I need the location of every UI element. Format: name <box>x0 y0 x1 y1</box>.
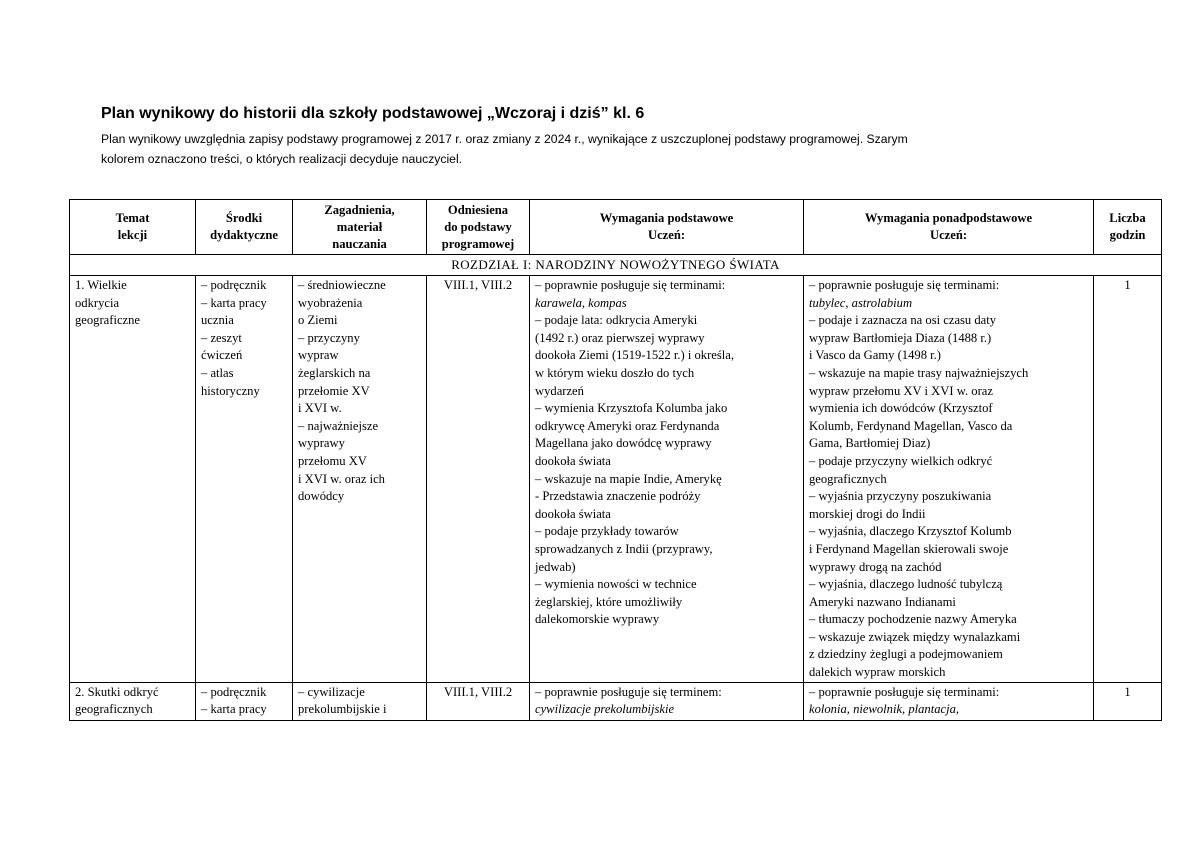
table-row <box>70 276 1162 683</box>
cell-srodki <box>196 682 293 720</box>
cell-line: – podręcznik <box>201 684 267 699</box>
cell-line: wyobrażenia <box>298 295 363 310</box>
document-header <box>101 104 1101 169</box>
cell-line: – zeszyt <box>201 330 242 345</box>
cell-line: – wymienia Krzysztofa Kolumba jako <box>535 401 728 416</box>
cell-line: – wskazuje na mapie trasy najważniejszych <box>809 365 1029 380</box>
cell-line: i XVI w. <box>298 401 342 416</box>
cell-line: wypraw <box>298 348 339 363</box>
cell-line: prekolumbijskie i <box>298 702 387 717</box>
cell-line: – podręcznik <box>201 278 267 292</box>
cell-line: przełomu XV <box>298 453 367 468</box>
cell-temat <box>70 276 196 683</box>
cell-line: dalekomorskie wyprawy <box>535 612 660 627</box>
cell-line: – cywilizacje <box>298 684 365 699</box>
cell-temat <box>70 682 196 720</box>
cell-line: geograficzne <box>75 313 141 328</box>
cell-wymagania-podstawowe: – poprawnie posługuje się terminem: cywilizacje prekolumbijskie <box>530 682 804 720</box>
cell-line: – wskazuje związek między wynalazkami <box>809 629 1021 644</box>
cell-line: sprowadzanych z Indii (przyprawy, <box>535 541 713 556</box>
cell-wymagania-podstawowe: – poprawnie posługuje się terminami: karawela, kompas – podaje lata: odkrycia Ameryki (1492 r.) oraz pierwszej wyprawy dookoła Ziemi (1519-1522 r.) i określa, w którym wieku doszło do tych wydarzeń – wymienia Krzysztofa Kolumba jako odkrywcę Ameryki oraz Ferdynanda Magellana jako dowódcę wyprawy dookoła świata – wskazuje na mapie Indie, Amerykę - Przedstawia znaczenie podróży dookoła świata – podaje przykłady towarów sprowadzanych z Indii (przyprawy, jedwab) – wymienia nowości w technice żeglarskiej, które umożliwiły dalekomorskie wyprawy <box>530 276 804 683</box>
cell-line: – podaje przyczyny wielkich odkryć <box>809 453 993 468</box>
cell-line: wymienia ich dowódców (Krzysztof <box>809 401 993 416</box>
cell-line: wypraw przełomu XV i XVI w. oraz <box>809 383 993 398</box>
cell-zagadnienia <box>293 682 427 720</box>
cell-line: 1. Wielkie <box>75 278 127 292</box>
header-odniesienia: Odniesiena do podstawy programowej <box>427 200 530 255</box>
cell-line: historyczny <box>201 383 260 398</box>
cell-line: morskiej drogi do Indii <box>809 506 926 521</box>
cell-line: – przyczyny <box>298 330 360 345</box>
cell-line: – wskazuje na mapie Indie, Amerykę <box>535 471 722 486</box>
cell-line: - Przedstawia znaczenie podróży <box>535 489 701 504</box>
cell-line: wyprawy drogą na zachód <box>809 559 942 574</box>
plan-table <box>69 199 1162 721</box>
intro-line: kolorem oznaczono treści, o których realizacji decyduje nauczyciel. <box>101 152 463 166</box>
cell-line: – podaje lata: odkrycia Ameryki <box>535 313 698 328</box>
cell-line: – średniowieczne <box>298 278 386 292</box>
cell-line: żeglarskich na <box>298 365 371 380</box>
cell-line: z dziedziny żeglugi a podejmowaniem <box>809 647 1003 662</box>
cell-line: ucznia <box>201 313 234 328</box>
cell-line: dookoła Ziemi (1519-1522 r.) i określa, <box>535 348 735 363</box>
cell-line: (1492 r.) oraz pierwszej wyprawy <box>535 330 705 345</box>
cell-line: dookoła świata <box>535 453 611 468</box>
cell-line: – najważniejsze <box>298 418 379 433</box>
cell-line: Gama, Bartłomiej Diaz) <box>809 436 931 451</box>
cell-line: i Ferdynand Magellan skierowali swoje <box>809 541 1009 556</box>
header-temat: Temat lekcji <box>70 200 196 255</box>
intro-line: Plan wynikowy uwzględnia zapisy podstawy programowej z 2017 r. oraz zmiany z 2024 r., wynikające z uszczuplonej podstawy programowej. Szarym <box>101 132 908 146</box>
cell-line: – podaje przykłady towarów <box>535 524 679 539</box>
cell-line: dowódcy <box>298 489 345 504</box>
document-title: Plan wynikowy do historii dla szkoły podstawowej „Wczoraj i dziś” kl. 6 <box>101 105 645 122</box>
header-liczba-godzin: Liczba godzin <box>1094 200 1162 255</box>
header-wymagania-ponadpodstawowe: Wymagania ponadpodstawowe Uczeń: <box>804 200 1094 255</box>
cell-line: – wyjaśnia, dlaczego Krzysztof Kolumb <box>809 524 1012 539</box>
cell-line: o Ziemi <box>298 313 338 328</box>
cell-line: geograficznych <box>809 471 887 486</box>
header-wymagania-podstawowe: Wymagania podstawowe Uczeń: <box>530 200 804 255</box>
cell-line: jedwab) <box>535 559 576 574</box>
cell-line: Ameryki nazwano Indianami <box>809 594 956 609</box>
cell-zagadnienia <box>293 276 427 683</box>
cell-line: odkrycia <box>75 295 120 310</box>
cell-line: Kolumb, Ferdynand Magellan, Vasco da <box>809 418 1013 433</box>
cell-line: Magellana jako dowódcę wyprawy <box>535 436 712 451</box>
cell-line: i XVI w. oraz ich <box>298 471 385 486</box>
cell-line: – tłumaczy pochodzenie nazwy Ameryka <box>809 612 1017 627</box>
cell-liczba-godzin: 1 <box>1094 682 1162 720</box>
cell-line: 2. Skutki odkryć <box>75 684 159 699</box>
cell-line: – wyjaśnia, dlaczego ludność tubylczą <box>809 577 1003 592</box>
section-title: ROZDZIAŁ I: NARODZINY NOWOŻYTNEGO ŚWIATA <box>70 255 1162 276</box>
cell-line: odkrywcę Ameryki oraz Ferdynanda <box>535 418 720 433</box>
cell-line: wydarzeń <box>535 383 584 398</box>
cell-line: – karta pracy <box>201 295 267 310</box>
cell-line: przełomie XV <box>298 383 370 398</box>
cell-line: – karta pracy <box>201 702 267 717</box>
cell-line: dalekich wypraw morskich <box>809 665 946 680</box>
cell-line: – wyjaśnia przyczyny poszukiwania <box>809 489 992 504</box>
header-zagadnienia: Zagadnienia, materiał nauczania <box>293 200 427 255</box>
cell-line: wypraw Bartłomieja Diaza (1488 r.) <box>809 330 992 345</box>
document-intro <box>101 129 1101 169</box>
cell-line: w którym wieku doszło do tych <box>535 365 695 380</box>
cell-line: wyprawy <box>298 436 345 451</box>
cell-liczba-godzin: 1 <box>1094 276 1162 683</box>
cell-odniesienia: VIII.1, VIII.2 <box>427 276 530 683</box>
cell-srodki <box>196 276 293 683</box>
cell-odniesienia: VIII.1, VIII.2 <box>427 682 530 720</box>
cell-line: dookoła świata <box>535 506 611 521</box>
section-row <box>70 255 1162 276</box>
cell-line: geograficznych <box>75 702 153 717</box>
table-row <box>70 682 1162 720</box>
header-srodki: Środki dydaktyczne <box>196 200 293 255</box>
cell-line: i Vasco da Gamy (1498 r.) <box>809 348 941 363</box>
cell-line: – podaje i zaznacza na osi czasu daty <box>809 313 997 328</box>
cell-line: ćwiczeń <box>201 348 243 363</box>
cell-wymagania-ponadpodstawowe: – poprawnie posługuje się terminami: kolonia, niewolnik, plantacja, <box>804 682 1094 720</box>
cell-line: – wymienia nowości w technice <box>535 577 697 592</box>
cell-line: żeglarskiej, które umożliwiły <box>535 594 683 609</box>
cell-line: – atlas <box>201 365 234 380</box>
header-row <box>70 200 1162 255</box>
cell-wymagania-ponadpodstawowe: – poprawnie posługuje się terminami: tubylec, astrolabium – podaje i zaznacza na osi czasu daty wypraw Bartłomieja Diaza (1488 r.) i Vasco da Gamy (1498 r.) – wskazuje na mapie trasy najważniejszych wypraw przełomu XV i XVI w. oraz wymienia ich dowódców (Krzysztof Kolumb, Ferdynand Magellan, Vasco da Gama, Bartłomiej Diaz) – podaje przyczyny wielkich odkryć geograficznych – wyjaśnia przyczyny poszukiwania morskiej drogi do Indii – wyjaśnia, dlaczego Krzysztof Kolumb i Ferdynand Magellan skierowali swoje wyprawy drogą na zachód – wyjaśnia, dlaczego ludność tubylczą Ameryki nazwano Indianami – tłumaczy pochodzenie nazwy Ameryka – wskazuje związek między wynalazkami z dziedziny żeglugi a podejmowaniem dalekich wypraw morskich <box>804 276 1094 683</box>
